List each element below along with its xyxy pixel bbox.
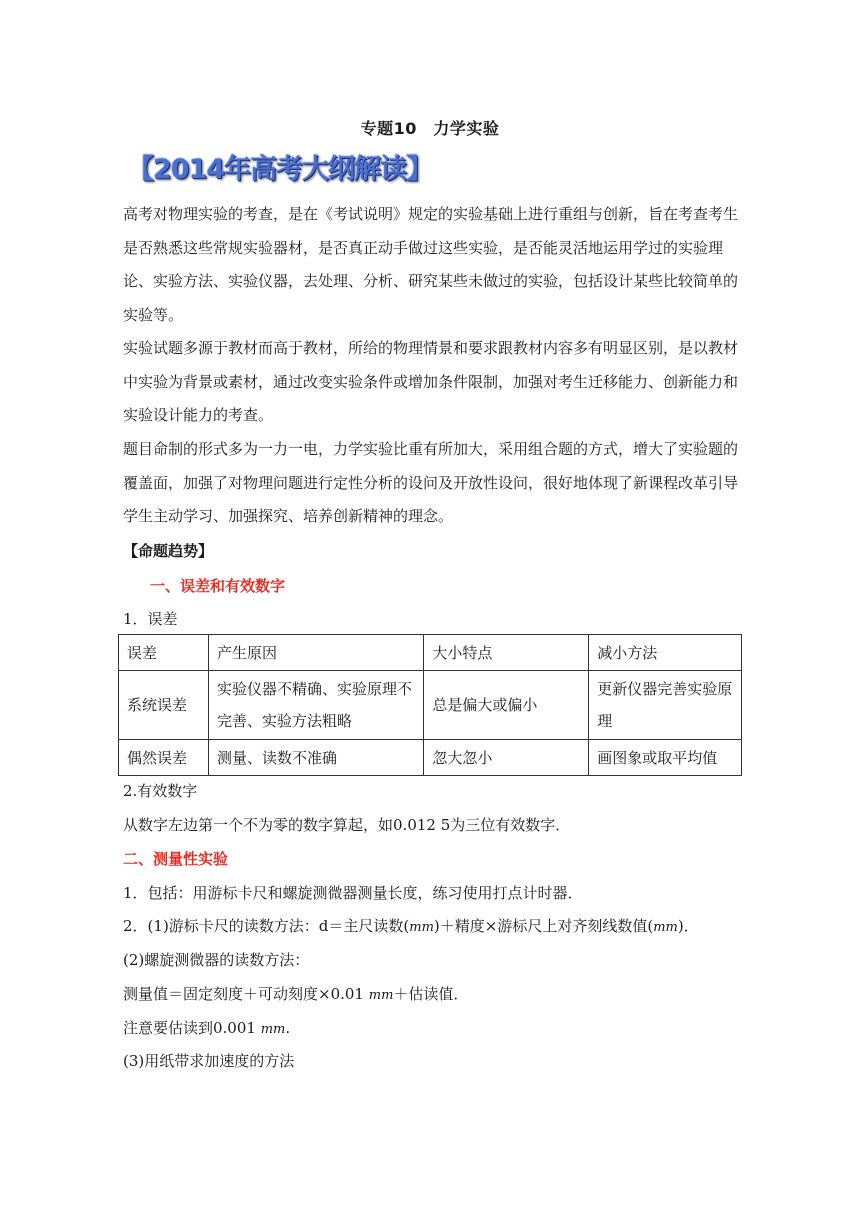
unit-text: mm (653, 920, 678, 935)
table-cell: 更新仪器完善实验原理 (589, 671, 742, 740)
measure-line-2 (123, 915, 699, 936)
table-cell: 测量、读数不准确 (209, 740, 424, 776)
page-title: 专题10 力学实验 (360, 119, 500, 138)
table-row (119, 740, 742, 776)
text-span: . (285, 1019, 291, 1037)
error-label: 1．误差 (123, 610, 178, 628)
table-cell: 系统误差 (119, 671, 209, 740)
error-table (118, 634, 742, 776)
measure-line-1: 1．包括：用游标卡尺和螺旋测微器测量长度，练习使用打点计时器． (123, 884, 583, 902)
measure-line-4 (123, 983, 468, 1004)
table-cell: 偶然误差 (119, 740, 209, 776)
measure-line-6: (3)用纸带求加速度的方法 (123, 1052, 295, 1070)
table-cell: 画图象或取平均值 (589, 740, 742, 776)
section-2-heading: 二、测量性实验 (123, 850, 229, 868)
unit-text: mm (409, 920, 434, 935)
measure-line-5 (123, 1017, 290, 1038)
sig-fig-text: 从数字左边第一个不为零的数字算起，如0.012 5为三位有效数字． (123, 816, 571, 834)
intro-paragraph-2: 实验试题多源于教材而高于教材，所给的物理情景和要求跟教材内容多有明显区别，是以教材中实验为背景或素材，通过改变实验条件或增加条件限制，加强对考生迁移能力、创新能力和实验设计能力的考查。 (123, 339, 739, 424)
text-span: )． (677, 917, 699, 935)
table-cell: 忽大忽小 (424, 740, 589, 776)
table-cell: 总是偏大或偏小 (424, 671, 589, 740)
table-header-cell: 误差 (119, 635, 209, 671)
text-span: 注意要估读到0.001 (123, 1019, 261, 1037)
section-1-heading: 一、误差和有效数字 (150, 577, 286, 595)
text-span: )＋精度×游标尺上对齐刻线数值( (433, 917, 654, 935)
intro-paragraph-3: 题目命制的形式多为一力一电，力学实验比重有所加大，采用组合题的方式，增大了实验题的覆盖面，加强了对物理问题进行定性分析的设问及开放性设问，很好地体现了新课程改革引导学生主动学习、加强探究、培养创新精神的理念。 (123, 440, 739, 525)
text-span: 2．(1)游标卡尺的读数方法：d＝主尺读数( (123, 917, 410, 935)
text-span: 测量值＝固定刻度＋可动刻度×0.01 (123, 985, 369, 1003)
table-header-cell: 产生原因 (209, 635, 424, 671)
text-span: ＋估读值． (393, 985, 469, 1003)
table-header-cell: 大小特点 (424, 635, 589, 671)
sig-fig-label: 2.有效数字 (123, 782, 198, 800)
intro-paragraph-1: 高考对物理实验的考查，是在《考试说明》规定的实验基础上进行重组与创新，旨在考查考生是否熟悉这些常规实验器材，是否真正动手做过这些实验，是否能灵活地运用学过的实验理论、实验方法、实验仪器，去处理、分析、研究某些未做过的实验，包括设计某些比较简单的实验等。 (123, 205, 739, 324)
table-row (119, 671, 742, 740)
unit-text: mm (260, 1022, 286, 1037)
table-cell: 实验仪器不精确、实验原理不完善、实验方法粗略 (209, 671, 424, 740)
measure-line-3: (2)螺旋测微器的读数方法： (123, 951, 310, 969)
unit-text: mm (368, 988, 394, 1003)
outline-banner: 【2014年高考大纲解读】 (127, 154, 433, 185)
table-header-cell: 减小方法 (589, 635, 742, 671)
trend-heading: 【命题趋势】 (123, 542, 214, 560)
table-header-row (119, 635, 742, 671)
